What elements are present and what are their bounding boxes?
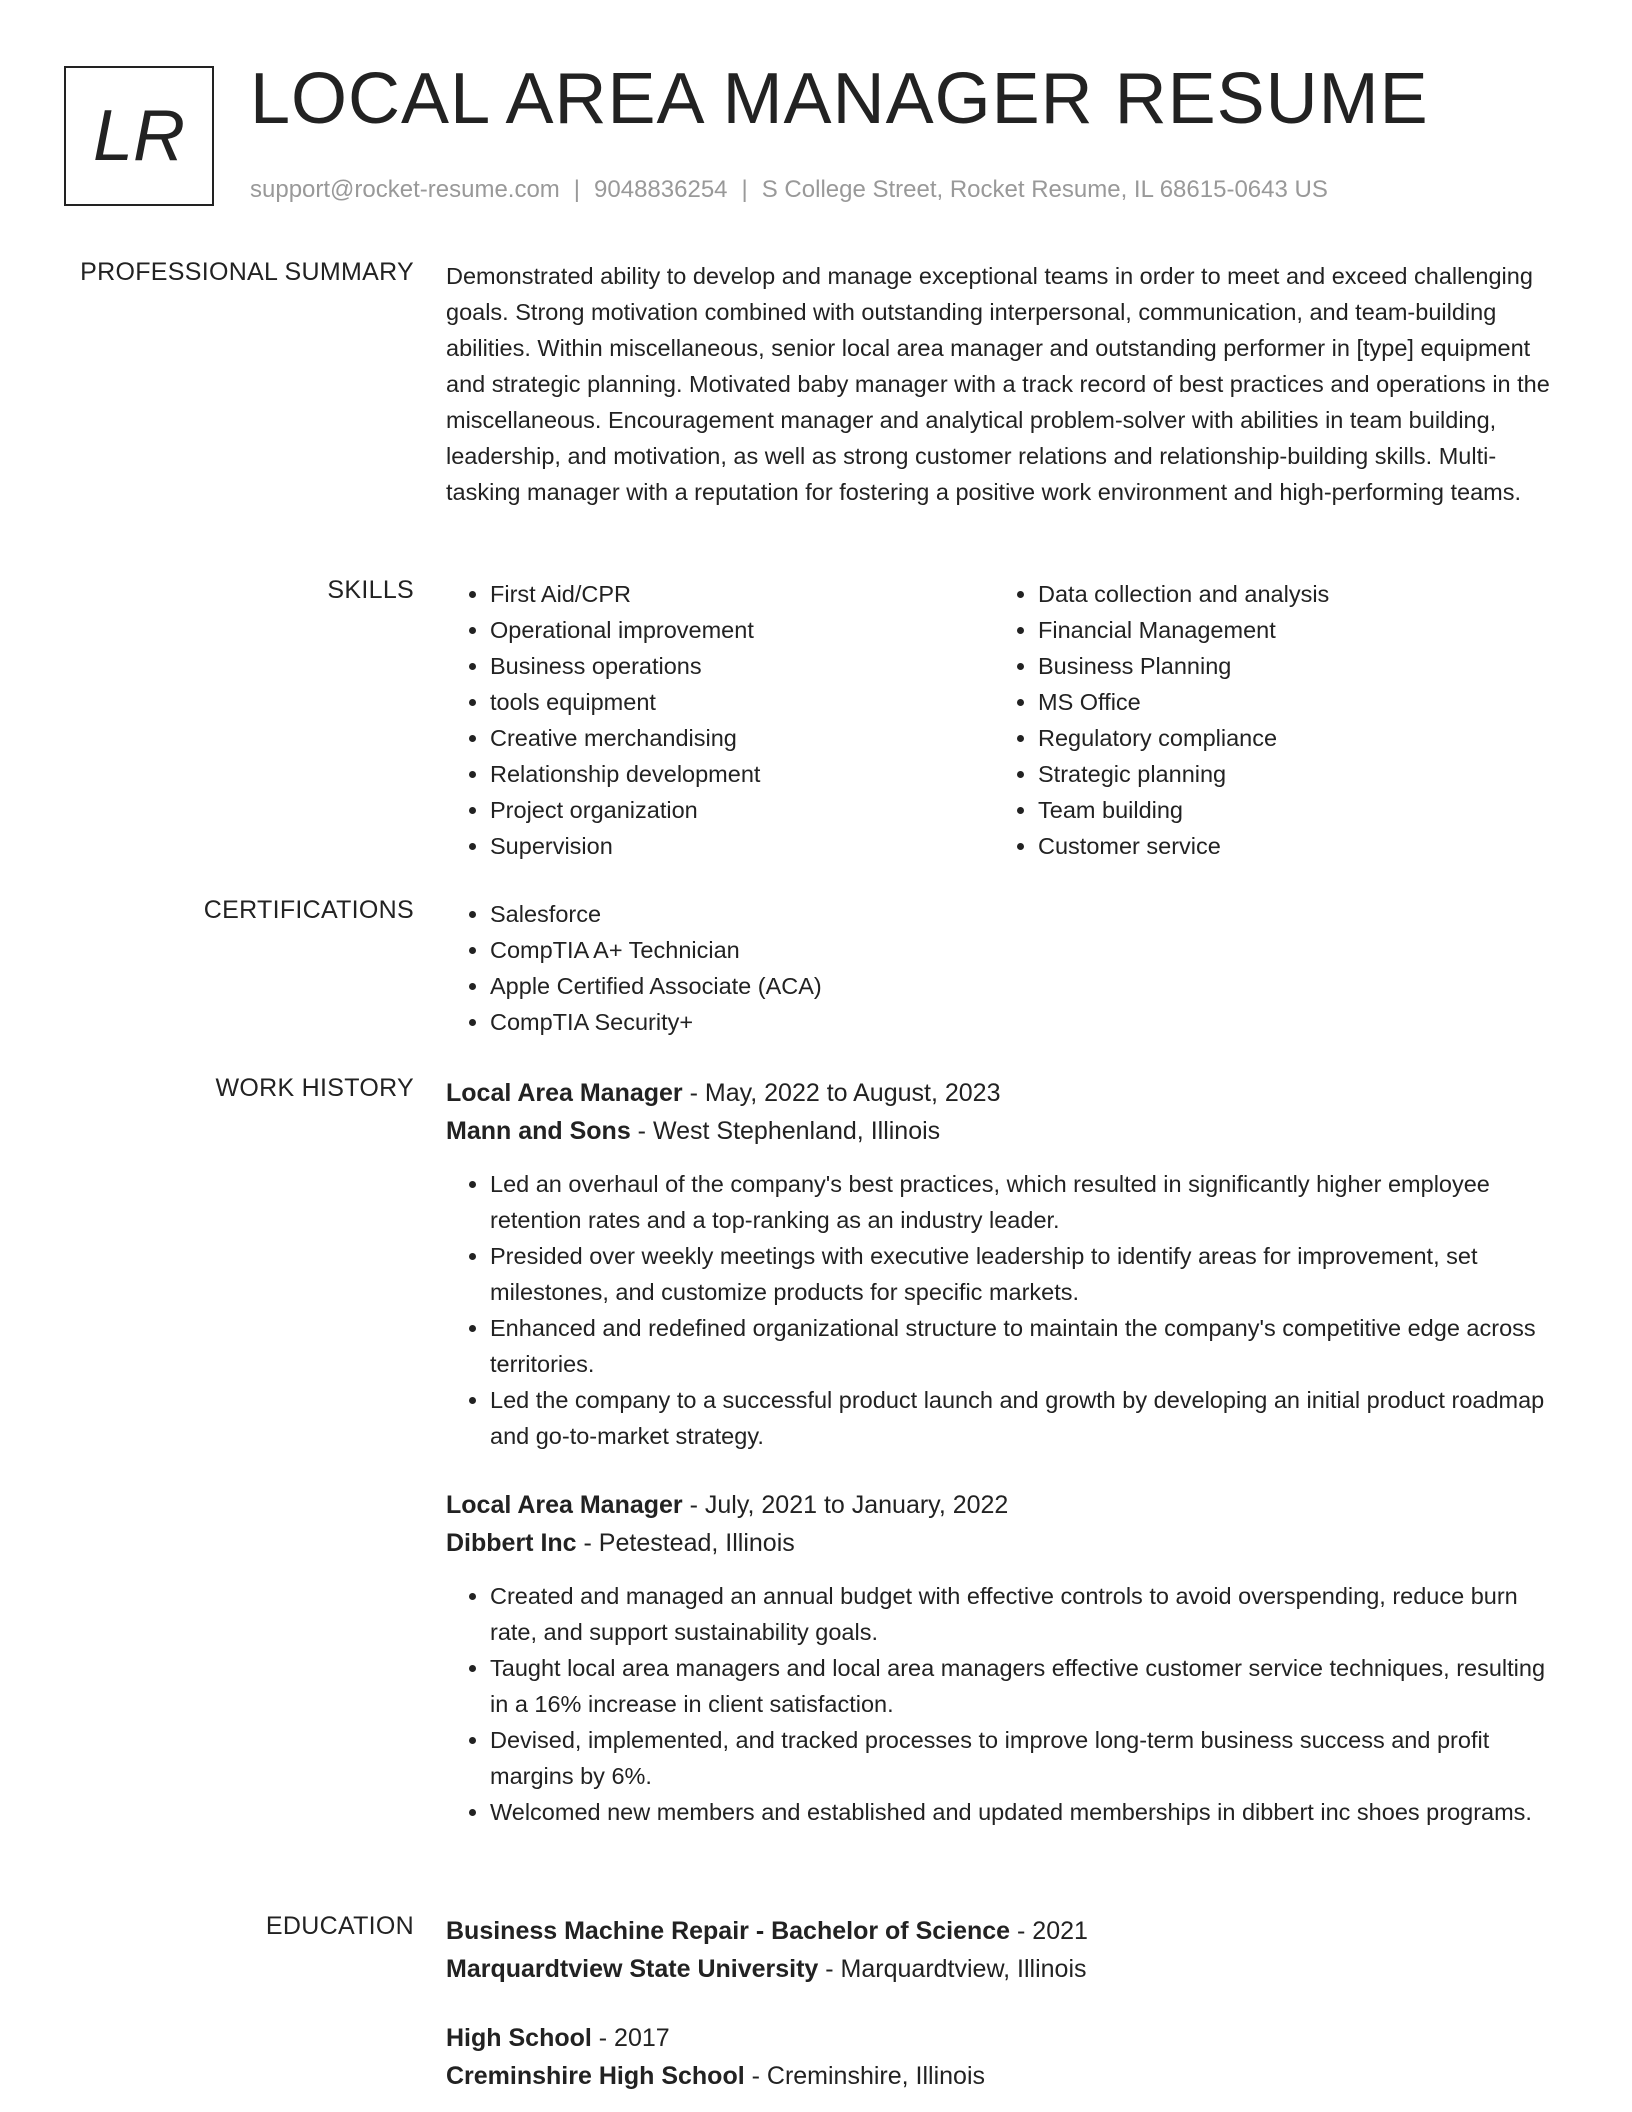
job-bullet: • Created and managed an annual budget with effective controls to avoid overspending, reduce burn rate, and support sustainability goals.	[490, 1578, 1566, 1650]
summary-text: Demonstrated ability to develop and manage exceptional teams in order to meet and exceed challenging goals. Strong motivation combined with outstanding interpersonal, communication, and team-building abilities. Within miscellaneous, senior local area manager and outstanding performer in [type] equipment and strategic planning. Motivated baby manager with a track record of best practices and operations in the miscellaneous. Encouragement manager and analytical problem-solver with abilities in team building, leadership, and motivation, as well as strong customer relations and relationship-building skills. Multi-tasking manager with a reputation for fostering a positive work environment and high-performing teams.	[446, 263, 1550, 505]
skills-column-right	[994, 576, 1542, 864]
monogram-logo: LR	[64, 66, 214, 206]
education-body	[446, 2019, 1566, 2095]
job-dates: - July, 2021 to January, 2022	[682, 1491, 1009, 1519]
job-title-line	[446, 1486, 1566, 1524]
job-bullets	[446, 1578, 1566, 1830]
education-location: - Creminshire, Illinois	[744, 2062, 986, 2090]
education-degree-line	[446, 1912, 1566, 1950]
job-bullet: • Welcomed new members and established and updated memberships in dibbert inc shoes programs.	[490, 1794, 1566, 1830]
education-degree: Business Machine Repair - Bachelor of Science	[446, 1917, 1011, 1945]
skill-item: • tools equipment	[490, 684, 994, 720]
job-bullets	[446, 1166, 1566, 1454]
job-company: Dibbert Inc	[446, 1529, 577, 1557]
contact-address: S College Street, Rocket Resume, IL 68615-0643 US	[761, 176, 1328, 203]
education-year: - 2017	[591, 2024, 670, 2052]
job-bullet: • Led an overhaul of the company's best practices, which resulted in significantly higher employee retention rates and a top-ranking as an industry leader.	[490, 1166, 1566, 1238]
job-bullet: • Devised, implemented, and tracked processes to improve long-term business success and profit margins by 6%.	[490, 1722, 1566, 1794]
skills-column-left	[446, 576, 994, 864]
education-school-line	[446, 1950, 1566, 1988]
job-bullet: • Enhanced and redefined organizational structure to maintain the company's competitive edge across territories.	[490, 1310, 1566, 1382]
certification-item: • CompTIA Security+	[490, 1004, 1566, 1040]
contact-separator: |	[741, 176, 748, 203]
contact-line	[250, 176, 1328, 204]
skill-item: • Creative merchandising	[490, 720, 994, 756]
education-school: Marquardtview State University	[446, 1955, 819, 1983]
job-entry	[446, 1486, 1566, 1830]
job-company-line	[446, 1112, 1566, 1150]
skill-item: • Regulatory compliance	[1038, 720, 1542, 756]
skill-item: • Business Planning	[1038, 648, 1542, 684]
skill-item: • Project organization	[490, 792, 994, 828]
skill-item: • Financial Management	[1038, 612, 1542, 648]
job-title-line	[446, 1074, 1566, 1112]
section-label-summary: PROFESSIONAL SUMMARY	[80, 258, 414, 286]
job-location: - West Stephenland, Illinois	[630, 1117, 941, 1145]
job-dates: - May, 2022 to August, 2023	[682, 1079, 1001, 1107]
skills-body	[446, 576, 1566, 864]
contact-phone[interactable]: 9048836254	[594, 176, 728, 203]
job-bullet: • Led the company to a successful product launch and growth by developing an initial product roadmap and go-to-market strategy.	[490, 1382, 1566, 1454]
skill-item: • Business operations	[490, 648, 994, 684]
section-label-skills: SKILLS	[327, 576, 414, 604]
job-company: Mann and Sons	[446, 1117, 631, 1145]
contact-email[interactable]: support@rocket-resume.com	[250, 176, 560, 203]
job-location: - Petestead, Illinois	[576, 1529, 795, 1557]
work-history-body	[446, 1074, 1566, 1454]
education-degree: High School	[446, 2024, 592, 2052]
education-school-line	[446, 2057, 1566, 2095]
certification-item: • Apple Certified Associate (ACA)	[490, 968, 1566, 1004]
section-label-certifications: CERTIFICATIONS	[203, 896, 414, 924]
section-label-work-history: WORK HISTORY	[215, 1074, 414, 1102]
certifications-body	[446, 896, 1566, 1040]
skill-item: • Supervision	[490, 828, 994, 864]
contact-separator: |	[573, 176, 581, 203]
education-body	[446, 1912, 1566, 1988]
education-degree-line	[446, 2019, 1566, 2057]
job-title: Local Area Manager	[446, 1079, 683, 1107]
skill-item: • Data collection and analysis	[1038, 576, 1542, 612]
education-year: - 2021	[1010, 1917, 1088, 1945]
job-bullet: • Taught local area managers and local area managers effective customer service techniques, resulting in a 16% increase in client satisfaction.	[490, 1650, 1566, 1722]
skill-item: • Operational improvement	[490, 612, 994, 648]
skill-item: • MS Office	[1038, 684, 1542, 720]
job-title: Local Area Manager	[446, 1491, 683, 1519]
education-location: - Marquardtview, Illinois	[818, 1955, 1087, 1983]
skill-item: • Relationship development	[490, 756, 994, 792]
work-history-body	[446, 1486, 1566, 1830]
skill-item: • Customer service	[1038, 828, 1542, 864]
skill-item: • First Aid/CPR	[490, 576, 994, 612]
section-label-education: EDUCATION	[265, 1912, 414, 1940]
certification-item: • Salesforce	[490, 896, 1566, 932]
summary-body	[446, 258, 1566, 510]
resume-title: LOCAL AREA MANAGER RESUME	[250, 59, 1429, 139]
skill-item: • Strategic planning	[1038, 756, 1542, 792]
education-school: Creminshire High School	[446, 2062, 745, 2090]
job-bullet: • Presided over weekly meetings with executive leadership to identify areas for improvement, set milestones, and customize products for specific markets.	[490, 1238, 1566, 1310]
job-entry	[446, 1074, 1566, 1454]
certification-item: • CompTIA A+ Technician	[490, 932, 1566, 968]
skill-item: • Team building	[1038, 792, 1542, 828]
job-company-line	[446, 1524, 1566, 1562]
